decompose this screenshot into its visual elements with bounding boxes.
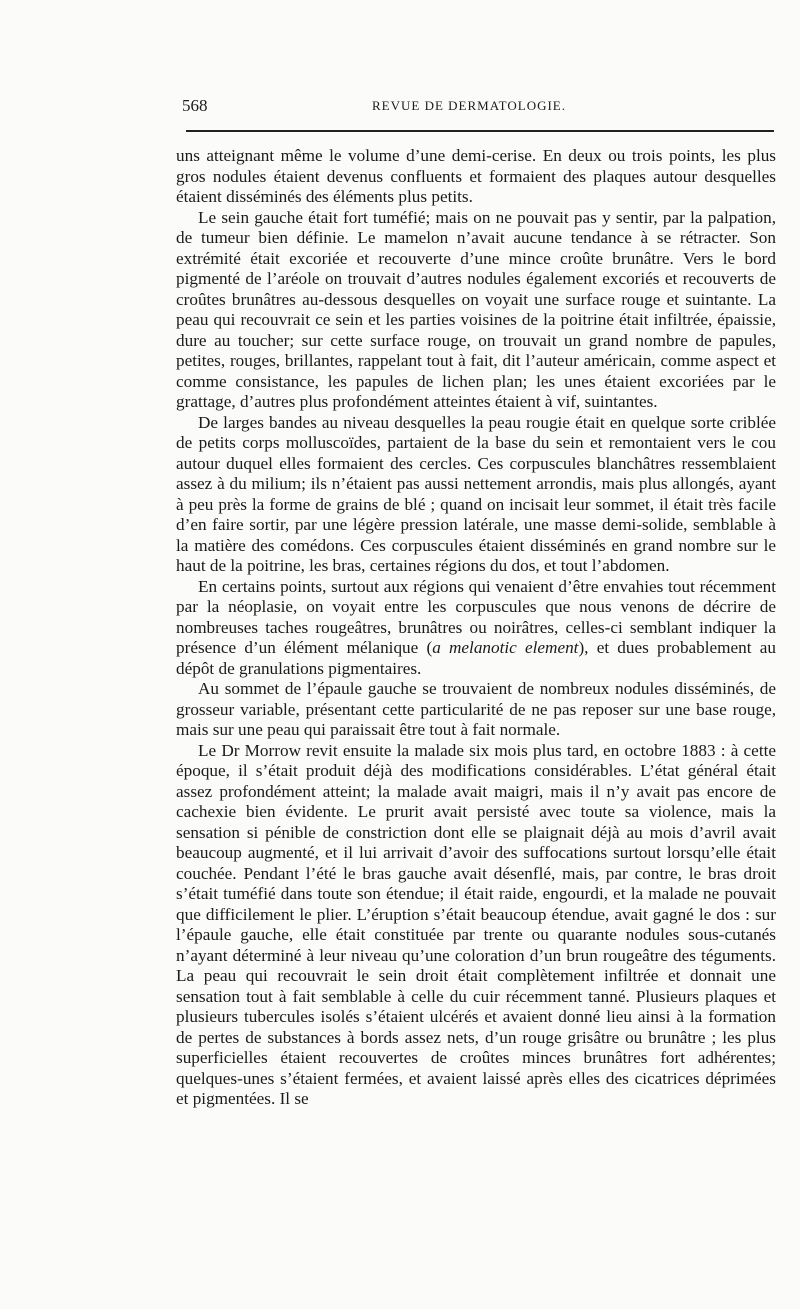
running-head — [182, 96, 776, 120]
paragraph-4-before: En certains points, surtout aux régions qui venaient d’être envahies tout récemment par la néoplasie, on voyait entre les corpuscules que nous venons de décrire de nombreuses taches rougeâtres, brunâtres ou noirâtres, celles-ci semblant indiquer la présence d’un élément mélanique ( — [176, 576, 776, 657]
paragraph-2: Le sein gauche était fort tuméfié; mais on ne pouvait pas y sentir, par la palpation, de tumeur bien définie. Le mamelon n’avait aucune tendance à se rétracter. Son extrémité était excoriée et recouverte d’une mince croûte brunâtre. Vers le bord pigmenté de l’aréole on trouvait d’autres nodules également excoriés et recouverts de croûtes brunâtres au-dessous desquelles on voyait une surface rouge et suintante. La peau qui recouvrait ce sein et les parties voisines de la poitrine était infiltrée, épaissie, dure au toucher; sur cette surface rouge, on trouvait un grand nombre de papules, petites, rouges, brillantes, rappelant tout à fait, dit l’auteur américain, comme aspect et comme consistance, les papules de lichen plan; les unes étaient excoriées par le grattage, d’autres plus profondément atteintes étaient à vif, suintantes. — [176, 207, 776, 411]
header-rule — [186, 130, 774, 132]
paragraph-4-italic: a melanotic element — [432, 638, 579, 657]
paragraph-3: De larges bandes au niveau desquelles la peau rougie était en quelque sorte criblée de petits corps molluscoïdes, partaient de la base du sein et remontaient vers le cou autour duquel elles formaient des cercles. Ces corpuscules blanchâtres ressemblaient assez à du milium; ils n’étaient pas aussi nettement arrondis, mais plus allongés, ayant à peu près la forme de grains de blé ; quand on incisait leur sommet, il était très facile d’en faire sortir, par une légère pression latérale, une masse demi-solide, semblable à la matière des comédons. Ces corpuscules étaient disséminés en grand nombre sur le haut de la poitrine, les bras, certaines régions du dos, et tout l’abdomen. — [176, 412, 776, 575]
paragraph-1: uns atteignant même le volume d’une demi-cerise. En deux ou trois points, les plus gros nodules étaient devenus confluents et formaient des plaques autour desquelles étaient disséminés des éléments plus petits. — [176, 146, 776, 206]
paragraph-4 — [176, 577, 776, 680]
paragraph-5: Au sommet de l’épaule gauche se trouvaient de nombreux nodules disséminés, de grosseur variable, présentant cette particularité de ne pas reposer sur une base rouge, mais sur une peau qui paraissait être tout à fait normale. — [176, 679, 776, 739]
paragraph-4-after: ), et dues probablement au dépôt de granulations pigmentaires. — [176, 638, 776, 678]
body-text — [176, 146, 776, 1110]
paragraph-6: Le Dr Morrow revit ensuite la malade six mois plus tard, en octobre 1883 : à cette époque, il s’était produit déjà des modifications considérables. L’état général était assez profondément atteint; la malade avait maigri, mais il n’y avait pas encore de cachexie bien évidente. Le prurit avait persisté avec toute sa violence, mais la sensation si pénible de constriction dont elle se plaignait déjà au mois d’avril avait beaucoup augmenté, et il lui arrivait d’avoir des suffocations surtout lorsqu’elle était couchée. Pendant l’été le bras gauche avait désenflé, mais, par contre, le bras droit s’était tuméfié dans toute son étendue; il était raide, engourdi, et la malade ne pouvait que difficilement le plier. L’éruption s’était beaucoup étendue, avait gagné le dos : sur l’épaule gauche, elle était constituée par trente ou quarante nodules sous-cutanés n’ayant déterminé à leur niveau qu’une coloration d’un brun rougeâtre des téguments. La peau qui recouvrait le sein droit était complètement infiltrée et donnait une sensation tout à fait semblable à celle du cuir récemment tanné. Plusieurs plaques et plusieurs tubercules isolés s’étaient ulcérés et avaient donné lieu ainsi à la formation de pertes de substances à bords assez nets, d’un rouge grisâtre ou brunâtre ; les plus superficielles étaient recouvertes de croûtes minces brunâtres fort adhérentes; quelques-unes s’étaient fermées, et avaient laissé après elles des cicatrices déprimées et pigmentées. Il se — [176, 740, 776, 1108]
page-number: 568 — [182, 96, 208, 115]
journal-title: REVUE DE DERMATOLOGIE. — [372, 98, 566, 113]
